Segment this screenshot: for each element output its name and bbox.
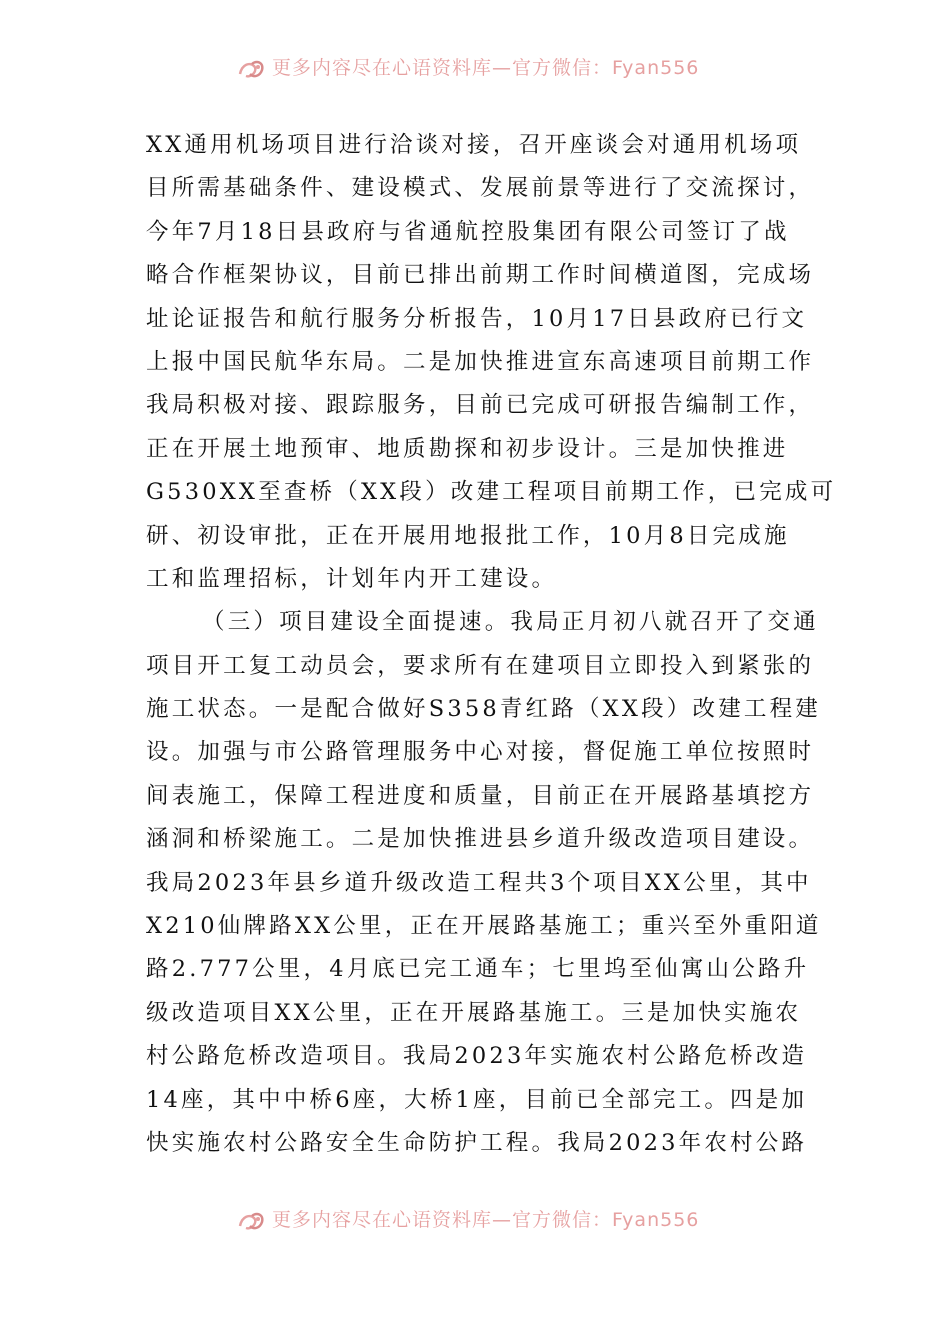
text-line: 今年7月18日县政府与省通航控股集团有限公司签订了战 [146, 218, 790, 245]
text-line: 14座，其中中桥6座，大桥1座，目前已全部完工。四是加 [146, 1086, 808, 1113]
text-line: 级改造项目XX公里，正在开展路基施工。三是加快实施农 [146, 999, 802, 1026]
watermark-text: 更多内容尽在心语资料库—官方微信：Fyan556 [272, 56, 700, 79]
paragraph-continued [146, 124, 837, 601]
watermark-text: 更多内容尽在心语资料库—官方微信：Fyan556 [272, 1208, 700, 1231]
watermark-logo-icon [236, 1210, 266, 1232]
text-line: 址论证报告和航行服务分析报告，10月17日县政府已行文 [146, 305, 808, 332]
text-line: 上报中国民航华东局。二是加快推进宣东高速项目前期工作 [146, 348, 815, 375]
text-line: G530XX至查桥（XX段）改建工程项目前期工作，已完成可 [146, 479, 837, 506]
text-line: （三）项目建设全面提速。我局正月初八就召开了交通 [202, 609, 819, 636]
text-line: 正在开展土地预审、地质勘探和初步设计。三是加快推进 [146, 435, 789, 462]
paragraph-project-construction [146, 601, 822, 1165]
text-line: 工和监理招标，计划年内开工建设。 [146, 565, 558, 592]
text-line: XX通用机场项目进行洽谈对接，召开座谈会对通用机场项 [146, 132, 802, 158]
text-line: 项目开工复工动员会，要求所有在建项目立即投入到紧张的 [146, 652, 815, 679]
text-line: 间表施工，保障工程进度和质量，目前正在开展路基填挖方 [146, 782, 815, 809]
text-line: 施工状态。一是配合做好S358青红路（XX段）改建工程建 [146, 696, 821, 723]
text-line: X210仙牌路XX公里，正在开展路基施工；重兴至外重阳道 [146, 913, 822, 940]
text-line: 研、初设审批，正在开展用地报批工作，10月8日完成施 [146, 522, 790, 549]
text-line: 路2.777公里，4月底已完工通车；七里坞至仙寓山公路升 [146, 956, 810, 983]
watermark-logo-icon [236, 58, 266, 80]
text-line: 涵洞和桥梁施工。二是加快推进县乡道升级改造项目建设。 [146, 826, 815, 853]
text-line: 我局积极对接、跟踪服务，目前已完成可研报告编制工作， [146, 392, 815, 419]
footer-watermark [236, 1206, 756, 1236]
text-line: 快实施农村公路安全生命防护工程。我局2023年农村公路 [146, 1129, 808, 1156]
header-watermark [236, 54, 756, 84]
text-line: 目所需基础条件、建设模式、发展前景等进行了交流探讨， [146, 175, 815, 202]
text-line: 村公路危桥改造项目。我局2023年实施农村公路危桥改造 [146, 1043, 808, 1070]
text-line: 我局2023年县乡道升级改造工程共3个项目XX公里，其中 [146, 869, 812, 896]
text-line: 略合作框架协议，目前已排出前期工作时间横道图，完成场 [146, 262, 815, 289]
document-body [146, 124, 837, 1165]
text-line: 设。加强与市公路管理服务中心对接，督促施工单位按照时 [146, 739, 815, 766]
